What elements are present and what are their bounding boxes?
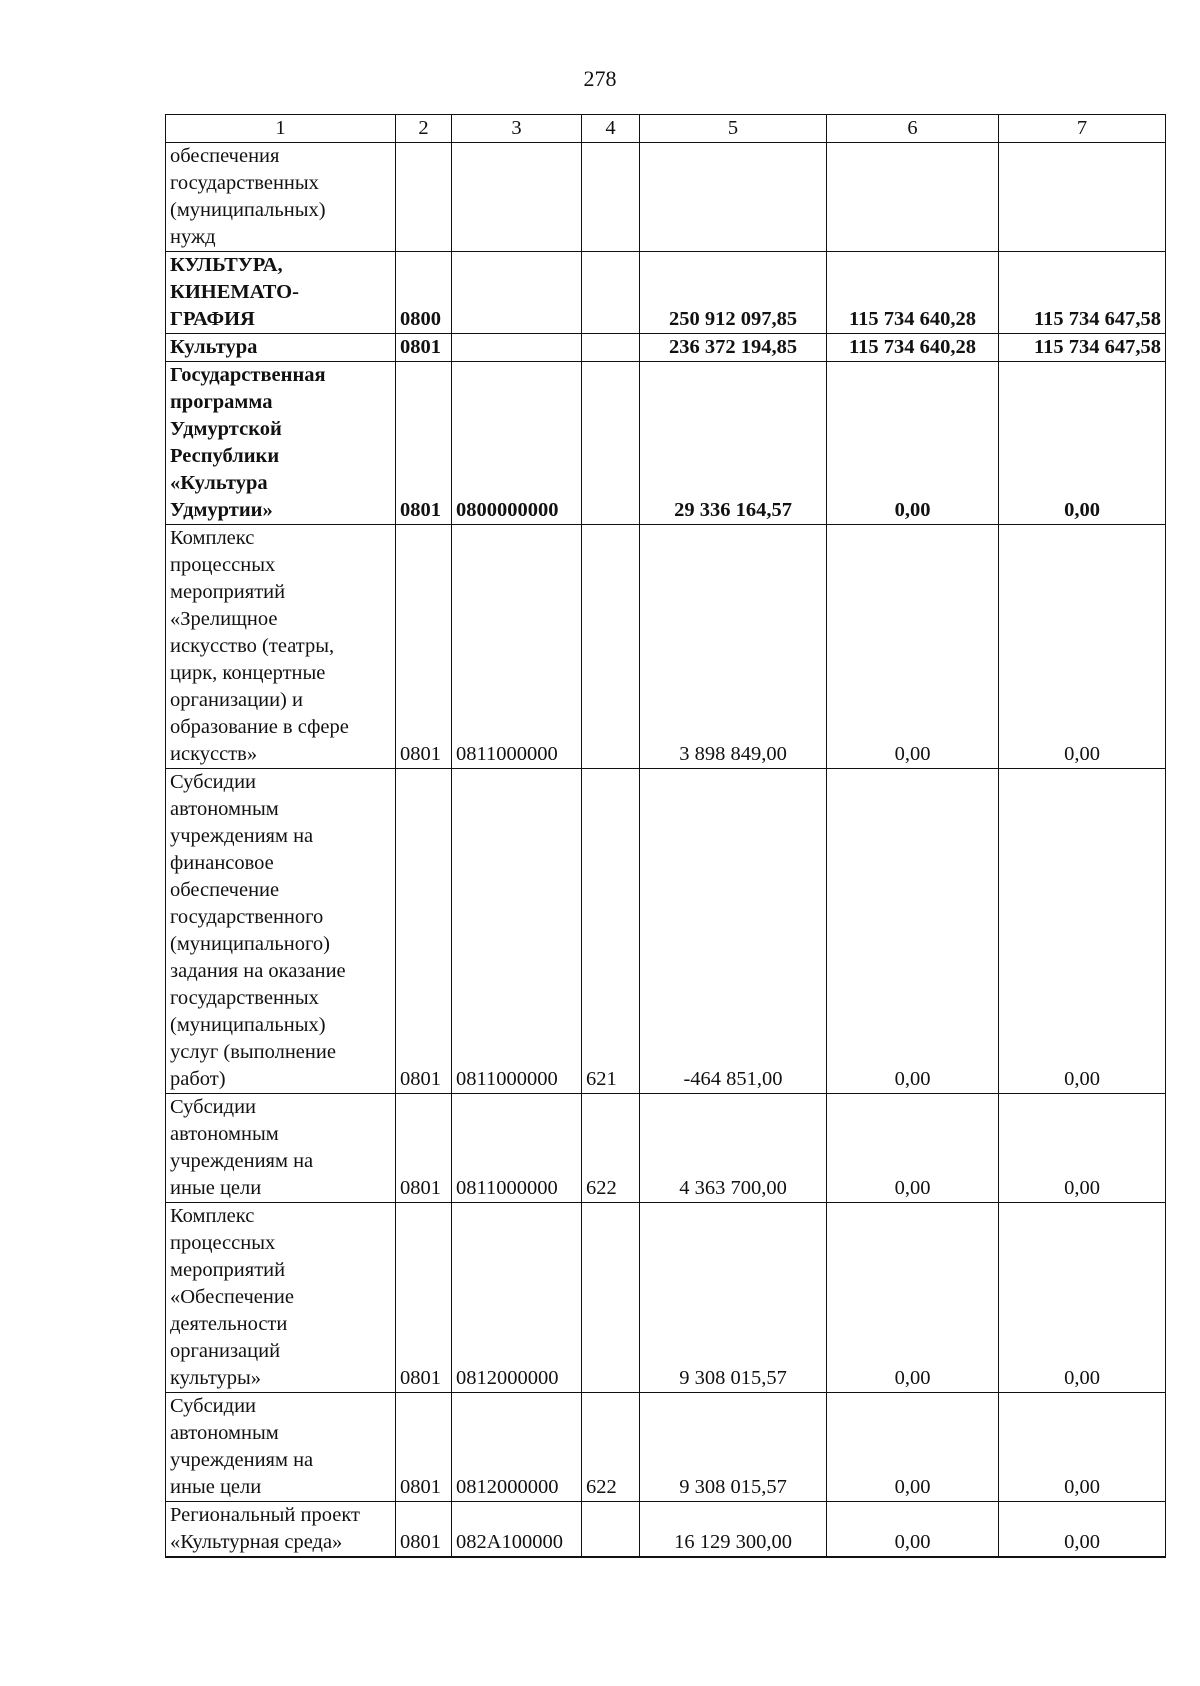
row-amount-7: 115 734 647,58 xyxy=(999,252,1166,334)
row-section: 0801 xyxy=(396,769,452,1094)
row-name: КУЛЬТУРА, КИНЕМАТО- ГРАФИЯ xyxy=(166,252,396,334)
row-name: Субсидии автономным учреждениям на иные цели xyxy=(166,1393,396,1502)
row-amount-7: 0,00 xyxy=(999,1094,1166,1203)
row-amount-6: 0,00 xyxy=(827,362,999,525)
row-name: Комплекс процессных мероприятий «Обеспечение деятельности организаций культуры» xyxy=(166,1203,396,1393)
header-col-5: 5 xyxy=(640,115,827,143)
header-col-3: 3 xyxy=(452,115,582,143)
row-amount-7: 0,00 xyxy=(999,1502,1166,1558)
row-amount-6: 0,00 xyxy=(827,1393,999,1502)
table-row xyxy=(166,362,1166,525)
row-target-article: 082A100000 xyxy=(452,1502,582,1558)
row-name: Государственная программа Удмуртской Республики «Культура Удмуртии» xyxy=(166,362,396,525)
header-col-2: 2 xyxy=(396,115,452,143)
row-section: 0800 xyxy=(396,252,452,334)
row-section: 0801 xyxy=(396,362,452,525)
row-section: 0801 xyxy=(396,1502,452,1558)
row-amount-6: 0,00 xyxy=(827,525,999,769)
table-row xyxy=(166,1094,1166,1203)
page-number: 278 xyxy=(583,66,617,91)
row-expense-type xyxy=(582,1203,640,1393)
row-amount-7 xyxy=(999,143,1166,252)
row-amount-6: 115 734 640,28 xyxy=(827,334,999,362)
row-amount-7: 0,00 xyxy=(999,1203,1166,1393)
row-amount-7: 0,00 xyxy=(999,1393,1166,1502)
row-amount-6: 115 734 640,28 xyxy=(827,252,999,334)
row-amount-5: 236 372 194,85 xyxy=(640,334,827,362)
row-target-article xyxy=(452,143,582,252)
table-row xyxy=(166,252,1166,334)
header-col-4: 4 xyxy=(582,115,640,143)
row-section xyxy=(396,143,452,252)
row-expense-type xyxy=(582,334,640,362)
row-amount-7: 0,00 xyxy=(999,769,1166,1094)
row-section: 0801 xyxy=(396,334,452,362)
table-row xyxy=(166,334,1166,362)
row-section: 0801 xyxy=(396,525,452,769)
row-name: Комплекс процессных мероприятий «Зрелищное искусство (театры, цирк, концертные организации) и образование в сфере искусств» xyxy=(166,525,396,769)
row-expense-type: 621 xyxy=(582,769,640,1094)
row-name: Региональный проект «Культурная среда» xyxy=(166,1502,396,1558)
row-section: 0801 xyxy=(396,1393,452,1502)
table-row xyxy=(166,525,1166,769)
row-expense-type xyxy=(582,525,640,769)
table-row xyxy=(166,1203,1166,1393)
row-name: Субсидии автономным учреждениям на финансовое обеспечение государственного (муниципального) задания на оказание государственных (муниципальных) услуг (выполнение работ) xyxy=(166,769,396,1094)
row-section: 0801 xyxy=(396,1094,452,1203)
table-row xyxy=(166,1502,1166,1558)
row-amount-7: 115 734 647,58 xyxy=(999,334,1166,362)
row-name: обеспечения государственных (муниципальных) нужд xyxy=(166,143,396,252)
row-name: Культура xyxy=(166,334,396,362)
row-amount-5: 250 912 097,85 xyxy=(640,252,827,334)
row-amount-5 xyxy=(640,143,827,252)
row-expense-type xyxy=(582,252,640,334)
row-amount-5: 9 308 015,57 xyxy=(640,1203,827,1393)
row-amount-6 xyxy=(827,143,999,252)
header-row xyxy=(166,115,1166,143)
header-col-1: 1 xyxy=(166,115,396,143)
row-target-article xyxy=(452,252,582,334)
row-amount-5: -464 851,00 xyxy=(640,769,827,1094)
row-amount-5: 16 129 300,00 xyxy=(640,1502,827,1558)
row-expense-type xyxy=(582,362,640,525)
row-target-article: 0812000000 xyxy=(452,1203,582,1393)
row-amount-5: 4 363 700,00 xyxy=(640,1094,827,1203)
row-amount-7: 0,00 xyxy=(999,362,1166,525)
row-expense-type: 622 xyxy=(582,1393,640,1502)
row-amount-6: 0,00 xyxy=(827,1094,999,1203)
row-target-article: 0811000000 xyxy=(452,769,582,1094)
row-amount-6: 0,00 xyxy=(827,769,999,1094)
row-amount-7: 0,00 xyxy=(999,525,1166,769)
header-col-7: 7 xyxy=(999,115,1166,143)
row-amount-6: 0,00 xyxy=(827,1502,999,1558)
row-target-article: 0811000000 xyxy=(452,525,582,769)
header-col-6: 6 xyxy=(827,115,999,143)
row-target-article: 0812000000 xyxy=(452,1393,582,1502)
table-row xyxy=(166,769,1166,1094)
row-amount-5: 9 308 015,57 xyxy=(640,1393,827,1502)
budget-table xyxy=(165,114,1166,1558)
row-target-article: 0800000000 xyxy=(452,362,582,525)
row-amount-5: 3 898 849,00 xyxy=(640,525,827,769)
row-expense-type: 622 xyxy=(582,1094,640,1203)
row-target-article: 0811000000 xyxy=(452,1094,582,1203)
table-row xyxy=(166,1393,1166,1502)
row-section: 0801 xyxy=(396,1203,452,1393)
row-amount-5: 29 336 164,57 xyxy=(640,362,827,525)
row-expense-type xyxy=(582,143,640,252)
row-expense-type xyxy=(582,1502,640,1558)
row-name: Субсидии автономным учреждениям на иные цели xyxy=(166,1094,396,1203)
row-target-article xyxy=(452,334,582,362)
row-amount-6: 0,00 xyxy=(827,1203,999,1393)
table-row xyxy=(166,143,1166,252)
